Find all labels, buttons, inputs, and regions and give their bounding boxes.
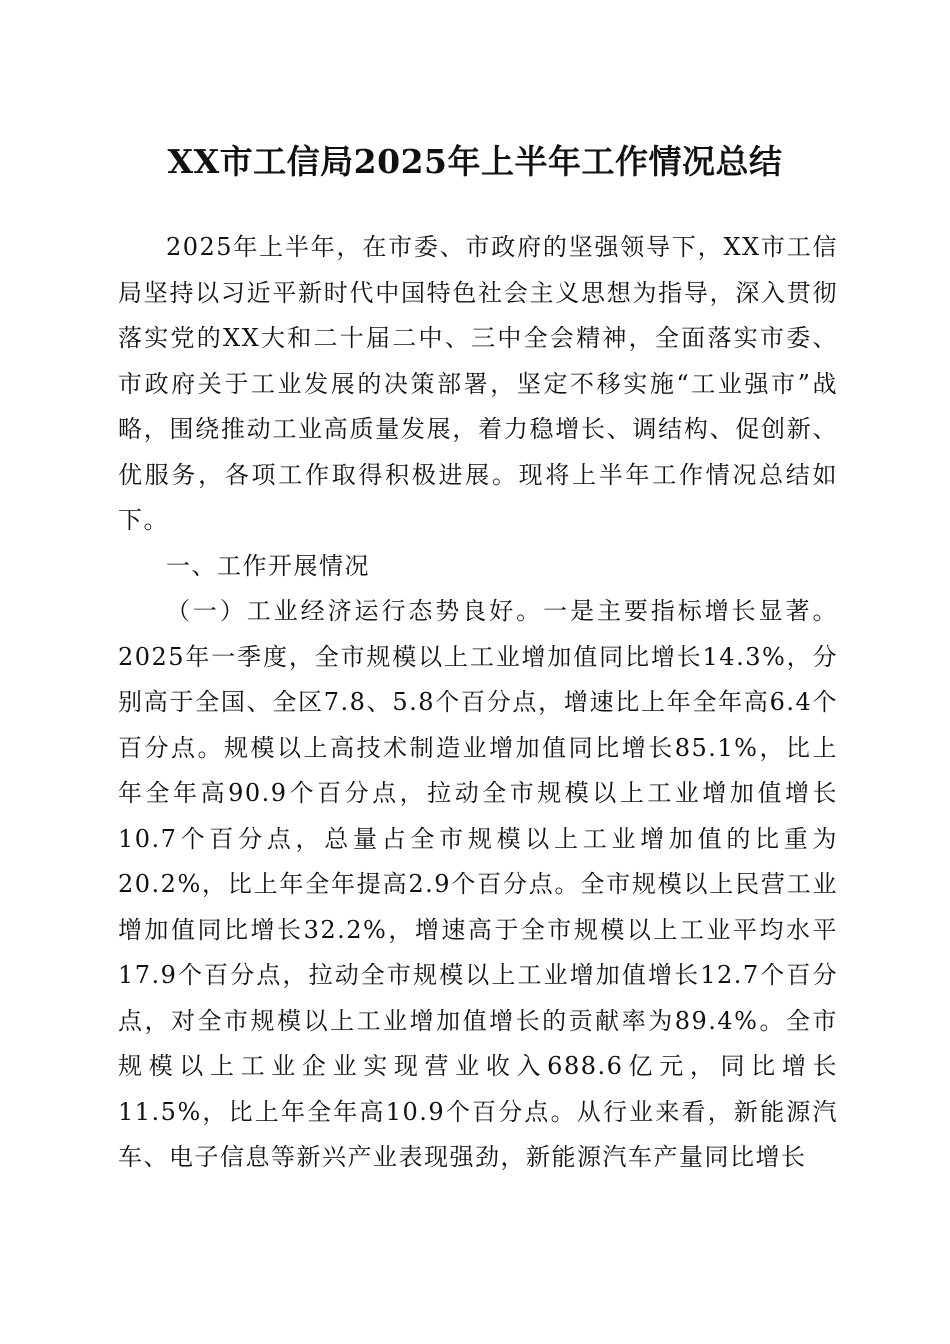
intro-paragraph: 2025年上半年，在市委、市政府的坚强领导下，XX市工信局坚持以习近平新时代中国特色社会主义思想为指导，深入贯彻落实党的XX大和二十届二中、三中全会精神，全面落实市委、市政府关于工业发展的决策部署，坚定不移实施“工业强市”战略，围绕推动工业高质量发展，着力稳增长、调结构、促创新、优服务，各项工作取得积极进展。现将上半年工作情况总结如下。 [118, 233, 838, 534]
document-title: XX市工信局2025年上半年工作情况总结 [167, 142, 783, 181]
section-heading: 一、工作开展情况 [166, 551, 370, 580]
section-paragraph: （一）工业经济运行态势良好。一是主要指标增长显著。2025年一季度，全市规模以上工业增加值同比增长14.3%，分别高于全国、全区7.8、5.8个百分点，增速比上年全年高6.4个百分点。规模以上高技术制造业增加值同比增长85.1%，比上年全年高90.9个百分点，拉动全市规模以上工业增加值增长10.7个百分点，总量占全市规模以上工业增加值的比重为20.2%，比上年全年提高2.9个百分点。全市规模以上民营工业增加值同比增长32.2%，增速高于全市规模以上工业平均水平17.9个百分点，拉动全市规模以上工业增加值增长12.7个百分点，对全市规模以上工业增加值增长的贡献率为89.4%。全市规模以上工业企业实现营业收入688.6亿元，同比增长11.5%，比上年全年高10.9个百分点。从行业来看，新能源汽车、电子信息等新兴产业表现强劲，新能源汽车产量同比增长 [118, 597, 838, 1171]
document-body [118, 225, 838, 1181]
